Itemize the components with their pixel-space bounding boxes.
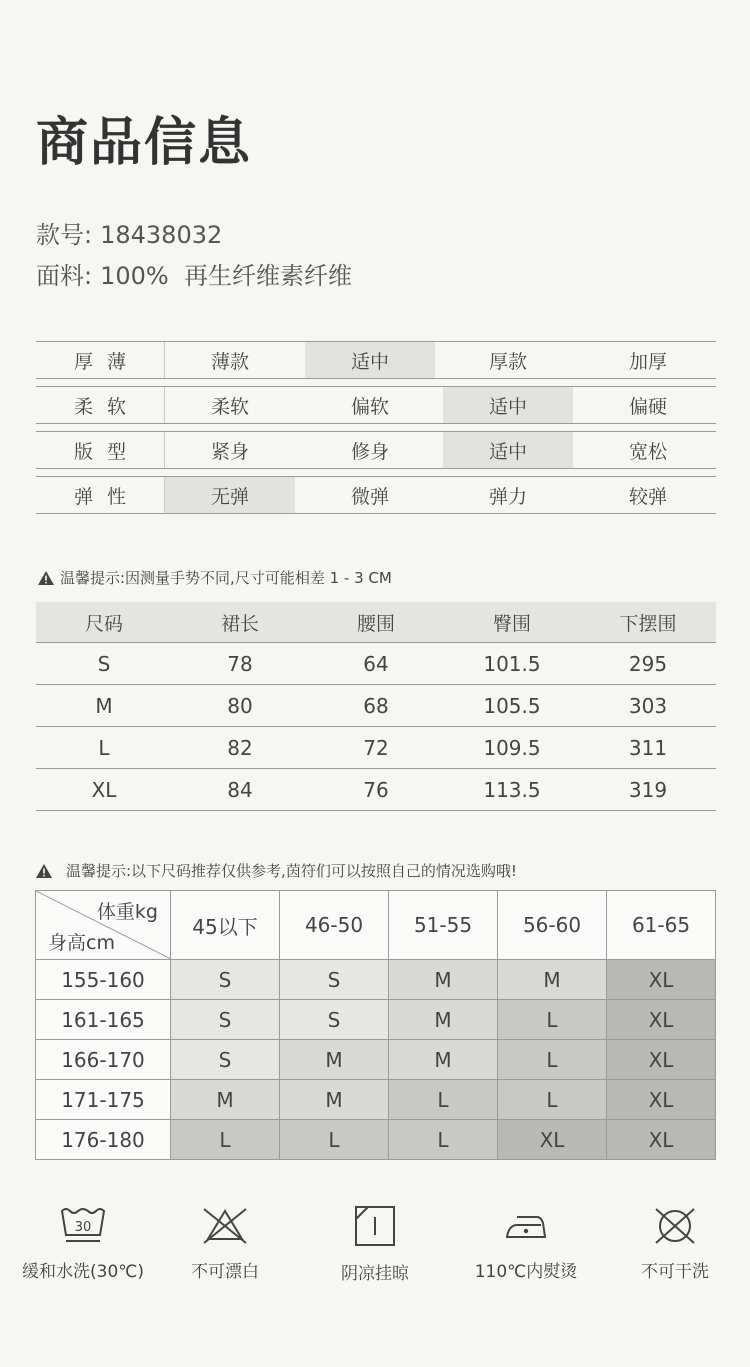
wash-temp-badge: 30 (74, 1220, 92, 1235)
attribute-option: 宽松 (628, 440, 667, 463)
care-iron (466, 1205, 586, 1282)
table-row (36, 1120, 716, 1160)
size-table-cell: 303 (580, 685, 716, 727)
recommended-size-cell: M (389, 960, 498, 1000)
weight-axis-label: 体重kg (96, 901, 158, 923)
recommend-note (36, 860, 517, 881)
fabric-label: 面料: (36, 262, 93, 290)
page-title: 商品信息 (36, 112, 253, 173)
care-dry (320, 1205, 430, 1284)
attribute-option: 柔软 (210, 395, 249, 418)
attribute-row (36, 386, 716, 424)
attribute-option-selected: 适中 (305, 342, 435, 378)
warning-icon (36, 864, 52, 878)
care-dryclean-label: 不可干洗 (641, 1262, 709, 1282)
attribute-option: 微弹 (350, 485, 389, 508)
size-table-header: 臀围 (444, 602, 580, 643)
recommended-size-cell: XL (607, 1080, 716, 1120)
attribute-option: 较弹 (628, 485, 667, 508)
recommended-size-cell: M (280, 1080, 389, 1120)
attribute-option: 偏硬 (628, 395, 667, 418)
attribute-label: 厚薄 (36, 342, 165, 378)
height-range-cell: 166-170 (36, 1040, 171, 1080)
weight-range-header: 45以下 (171, 891, 280, 960)
fabric-info (36, 256, 352, 291)
recommended-size-cell: XL (498, 1120, 607, 1160)
no-dry-clean-icon (652, 1205, 698, 1245)
height-range-cell: 171-175 (36, 1080, 171, 1120)
attribute-option: 弹力 (488, 485, 527, 508)
weight-range-header: 46-50 (280, 891, 389, 960)
size-table-cell: 113.5 (444, 769, 580, 811)
size-table-cell: 82 (172, 727, 308, 769)
size-table-cell: 64 (308, 643, 444, 685)
size-table-cell: 68 (308, 685, 444, 727)
care-bleach-label: 不可漂白 (191, 1262, 259, 1282)
size-table-cell: 84 (172, 769, 308, 811)
attribute-label: 版型 (36, 432, 165, 468)
line-dry-shade-icon (354, 1205, 396, 1247)
recommended-size-cell: M (389, 1000, 498, 1040)
weight-range-header: 61-65 (607, 891, 716, 960)
attribute-row (36, 341, 716, 379)
size-table-cell: XL (36, 769, 172, 811)
attribute-label: 弹性 (36, 477, 165, 513)
table-row (36, 727, 716, 769)
size-table-cell: S (36, 643, 172, 685)
recommended-size-cell: XL (607, 1120, 716, 1160)
iron-low-icon (503, 1205, 549, 1245)
height-range-cell: 176-180 (36, 1120, 171, 1160)
care-bleach (170, 1205, 280, 1282)
style-number-label: 款号: (36, 221, 93, 249)
weight-range-header: 51-55 (389, 891, 498, 960)
care-wash-label: 缓和水洗(30℃) (22, 1262, 144, 1282)
recommended-size-cell: XL (607, 1040, 716, 1080)
attribute-table (36, 341, 716, 521)
recommended-size-cell: S (280, 960, 389, 1000)
recommend-note-text: 温馨提示:以下尺码推荐仅供参考,茵符们可以按照自己的情况选购哦! (66, 862, 517, 880)
wash-30-icon (60, 1205, 106, 1245)
size-table-cell: 319 (580, 769, 716, 811)
size-table-cell: 105.5 (444, 685, 580, 727)
attribute-option: 偏软 (350, 395, 389, 418)
size-table-cell: 311 (580, 727, 716, 769)
table-row (36, 1040, 716, 1080)
attribute-option: 紧身 (210, 440, 249, 463)
recommended-size-cell: S (280, 1000, 389, 1040)
size-table-cell: M (36, 685, 172, 727)
size-table-header: 腰围 (308, 602, 444, 643)
weight-range-header: 56-60 (498, 891, 607, 960)
recommended-size-cell: L (280, 1120, 389, 1160)
attribute-label: 柔软 (36, 387, 165, 423)
attribute-option-selected: 适中 (443, 432, 573, 468)
table-row (36, 769, 716, 811)
size-table-cell: 109.5 (444, 727, 580, 769)
recommended-size-cell: M (389, 1040, 498, 1080)
care-wash (10, 1205, 156, 1282)
attribute-option-selected: 适中 (443, 387, 573, 423)
recommended-size-cell: L (389, 1120, 498, 1160)
recommended-size-cell: S (171, 960, 280, 1000)
recommended-size-cell: S (171, 1000, 280, 1040)
recommended-size-cell: XL (607, 1000, 716, 1040)
care-dry-label: 阴凉挂晾 (341, 1264, 409, 1284)
size-table-header: 裙长 (172, 602, 308, 643)
recommended-size-cell: L (498, 1080, 607, 1120)
recommended-size-cell: S (171, 1040, 280, 1080)
size-table-cell: 80 (172, 685, 308, 727)
attribute-option-selected: 无弹 (165, 477, 295, 513)
recommended-size-cell: L (171, 1120, 280, 1160)
height-range-cell: 161-165 (36, 1000, 171, 1040)
height-range-cell: 155-160 (36, 960, 171, 1000)
size-table-cell: 101.5 (444, 643, 580, 685)
table-row (36, 960, 716, 1000)
size-table-cell: 78 (172, 643, 308, 685)
attribute-option: 加厚 (628, 350, 667, 373)
attribute-option: 厚款 (488, 350, 527, 373)
size-table-cell: 72 (308, 727, 444, 769)
size-table-cell: 295 (580, 643, 716, 685)
table-row (36, 685, 716, 727)
care-iron-label: 110℃内熨烫 (474, 1262, 578, 1282)
recommended-size-cell: L (498, 1000, 607, 1040)
size-table-header: 尺码 (36, 602, 172, 643)
height-axis-label: 身高cm (48, 932, 115, 954)
style-number (36, 215, 222, 250)
recommended-size-cell: M (498, 960, 607, 1000)
recommended-size-cell: L (498, 1040, 607, 1080)
size-recommend-table (35, 890, 716, 1160)
size-table-cell: L (36, 727, 172, 769)
table-row (36, 1080, 716, 1120)
size-table-header: 下摆围 (580, 602, 716, 643)
attribute-row (36, 476, 716, 514)
attribute-option: 修身 (350, 440, 389, 463)
care-dryclean (620, 1205, 730, 1282)
warning-icon (38, 571, 54, 585)
measure-note-text: 温馨提示:因测量手势不同,尺寸可能相差 1 - 3 CM (60, 569, 392, 587)
measure-note (38, 567, 392, 588)
style-number-value: 18438032 (100, 221, 223, 249)
no-bleach-icon (202, 1205, 248, 1245)
fabric-value: 100% 再生纤维素纤维 (100, 262, 352, 290)
recommend-corner-cell (36, 891, 171, 960)
recommended-size-cell: M (171, 1080, 280, 1120)
table-row (36, 1000, 716, 1040)
size-table (36, 602, 716, 811)
attribute-option: 薄款 (210, 350, 249, 373)
size-table-cell: 76 (308, 769, 444, 811)
recommended-size-cell: M (280, 1040, 389, 1080)
attribute-row (36, 431, 716, 469)
table-row (36, 643, 716, 685)
recommended-size-cell: XL (607, 960, 716, 1000)
recommended-size-cell: L (389, 1080, 498, 1120)
